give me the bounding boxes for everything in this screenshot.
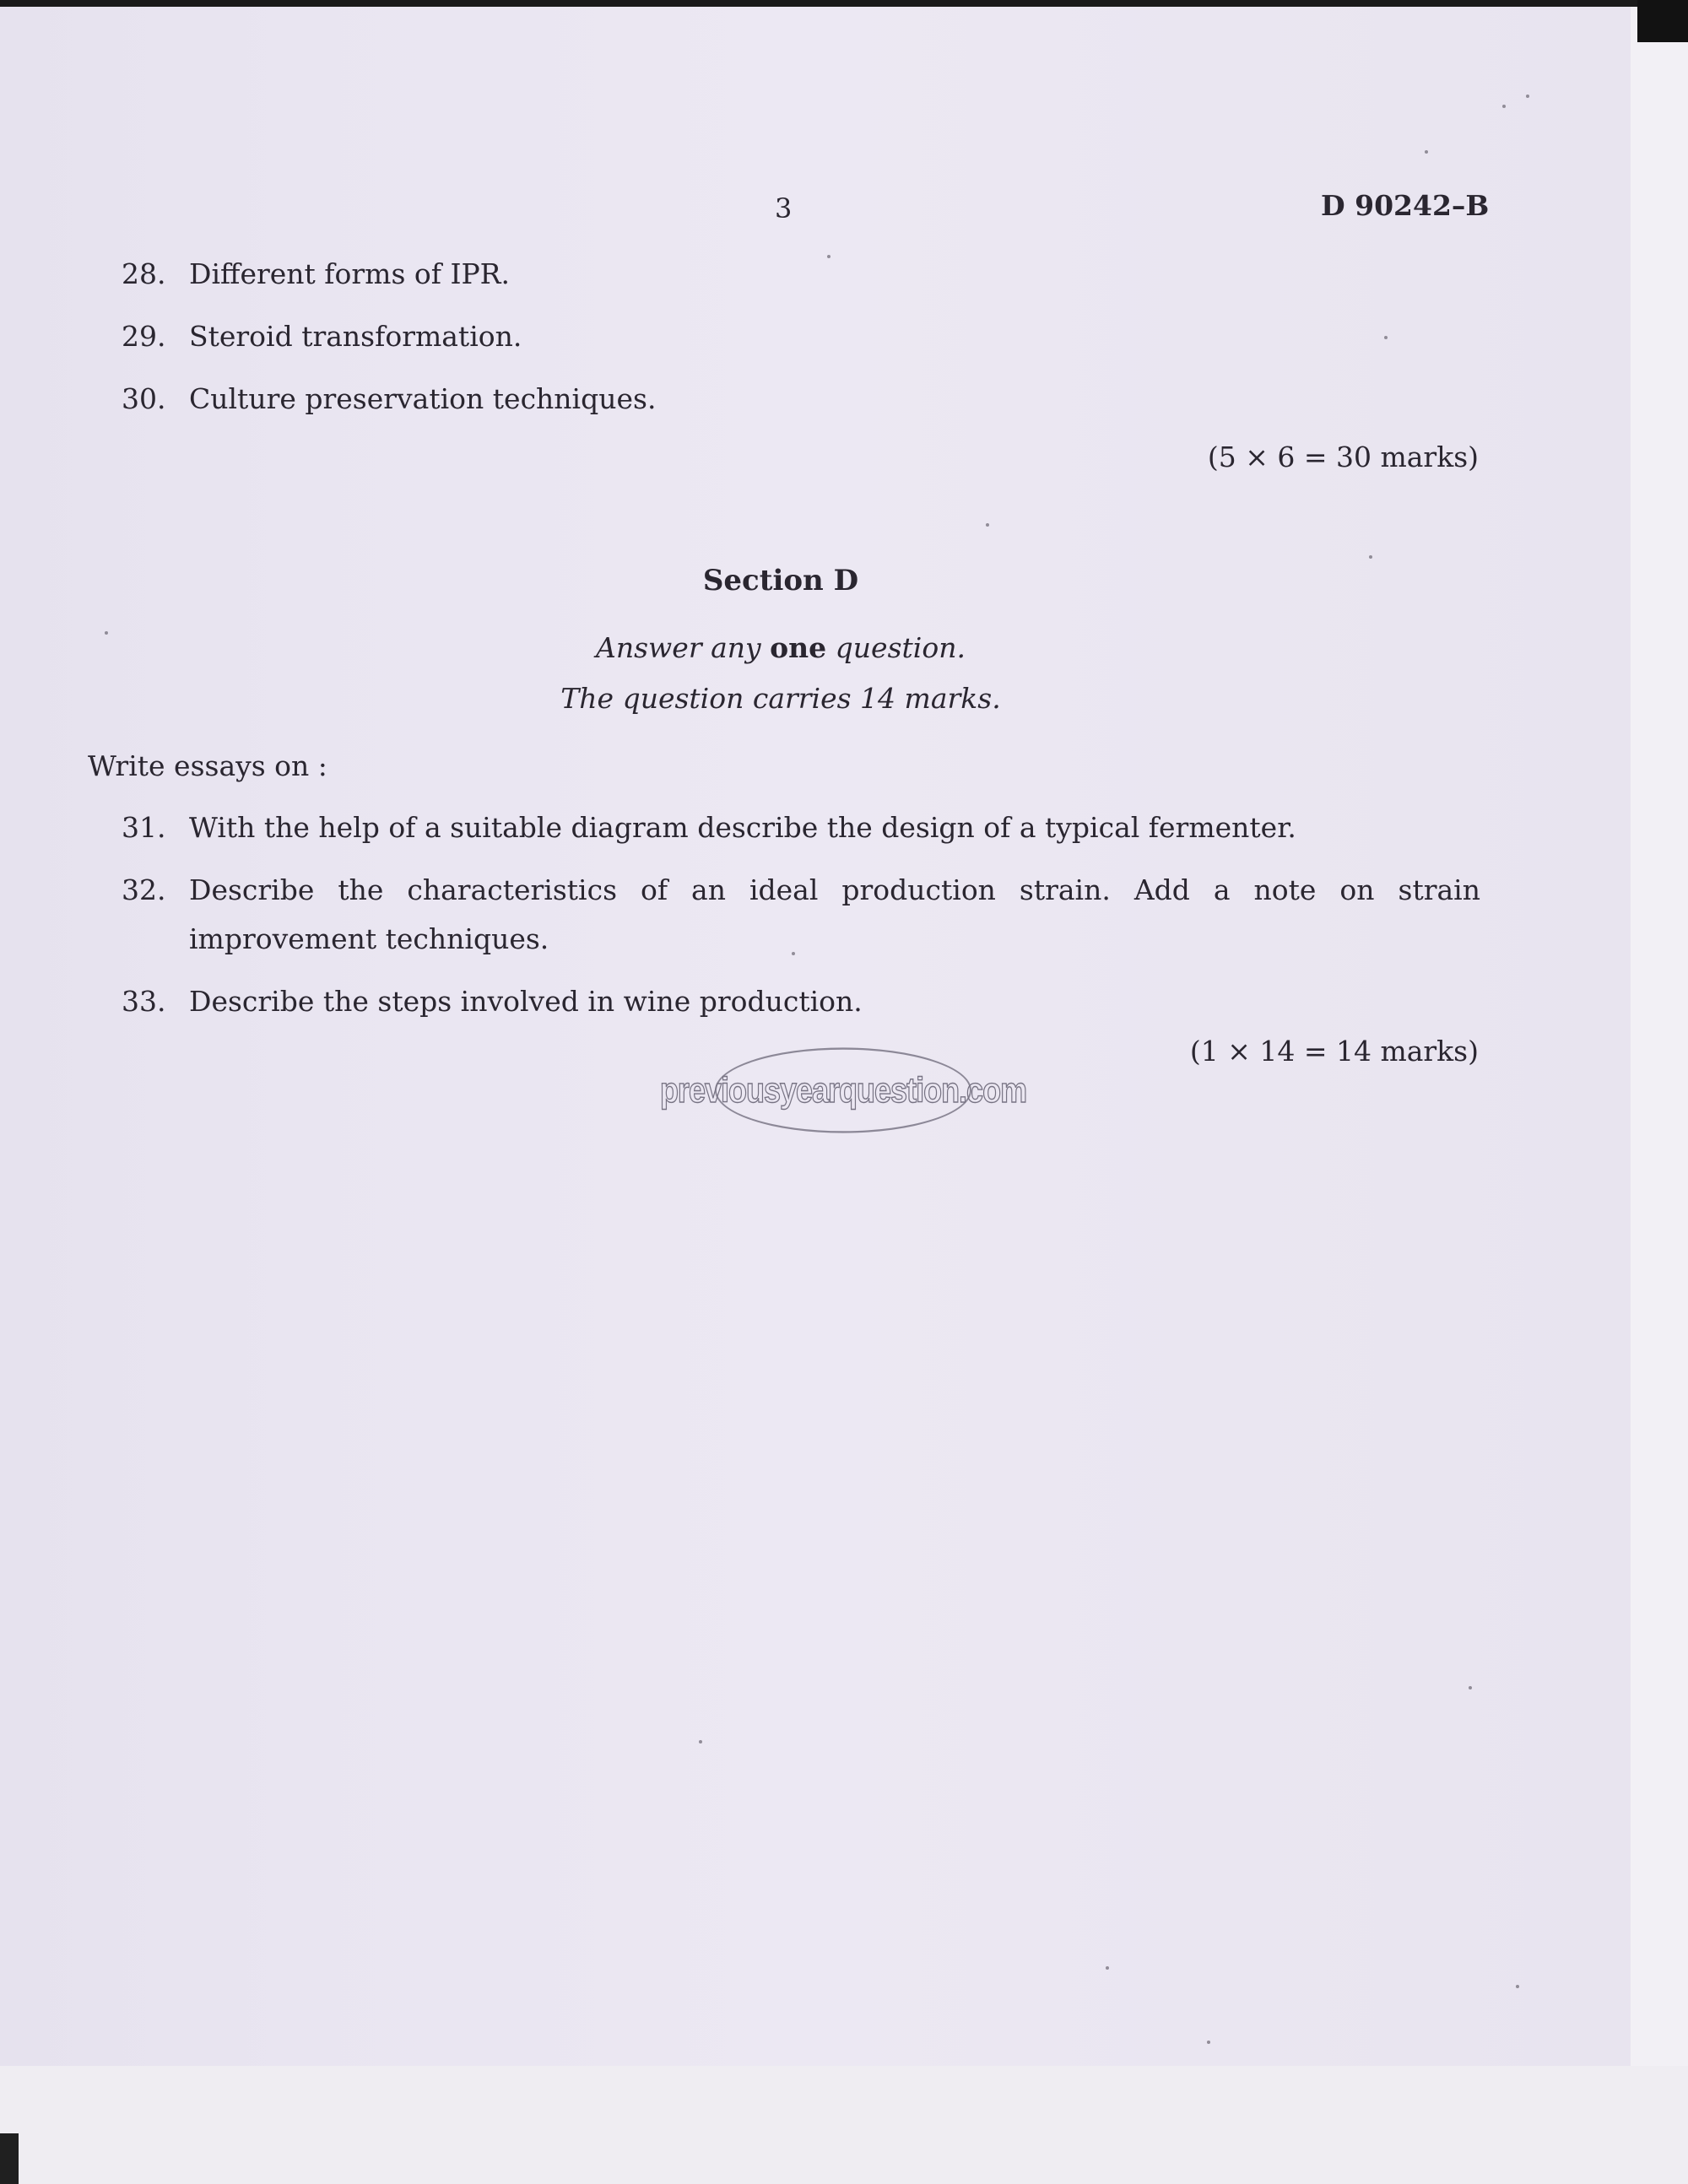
question-number: 28. (122, 257, 166, 290)
scan-speck (1369, 555, 1372, 559)
section-d-lead: Write essays on : (88, 749, 327, 782)
question-text: Describe the steps involved in wine production. (189, 985, 863, 1018)
watermark-logo: previousyearquestion.com (715, 1047, 971, 1133)
scan-speck (986, 523, 989, 527)
question-30 (122, 375, 1480, 424)
scan-speck (1207, 2041, 1210, 2044)
scan-border-bottom (0, 2066, 1688, 2184)
section-d-marks: (1 × 14 = 14 marks) (1189, 1035, 1479, 1068)
section-d-marks-note: The question carries 14 marks. (560, 682, 1001, 715)
question-31 (122, 803, 1480, 852)
scan-speck (1425, 150, 1428, 154)
scan-speck (699, 1740, 702, 1743)
question-number: 32. (122, 873, 166, 906)
question-32 (122, 866, 1480, 964)
question-number: 31. (122, 811, 166, 844)
scan-speck (1516, 1985, 1519, 1988)
scan-speck (1502, 105, 1506, 108)
question-text: Steroid transformation. (189, 320, 522, 353)
section-d-instruction (0, 631, 1561, 664)
section-c-marks: (5 × 6 = 30 marks) (1207, 441, 1479, 473)
question-28 (122, 250, 1480, 299)
instruction-suffix: question. (835, 631, 966, 664)
scan-speck (827, 255, 830, 258)
question-number: 29. (122, 320, 166, 353)
scan-speck (792, 952, 795, 955)
document-code: D 90242–B (1321, 189, 1490, 222)
page-number: 3 (775, 192, 793, 224)
instruction-emphasis: one (770, 631, 827, 664)
scan-speck (1106, 1966, 1109, 1970)
instruction-prefix: Answer any (596, 631, 761, 664)
question-text: Culture preservation techniques. (189, 382, 657, 415)
question-number: 30. (122, 382, 166, 415)
scan-speck (105, 631, 108, 635)
question-text: Describe the characteristics of an ideal production strain. Add a note on strain improvement techniques. (189, 873, 1480, 955)
scan-speck (1469, 1686, 1472, 1689)
scan-corner-shadow-bottom (0, 2133, 19, 2184)
question-text: With the help of a suitable diagram describe the design of a typical fermenter. (189, 811, 1296, 844)
scan-speck (1384, 336, 1388, 339)
question-33 (122, 977, 1480, 1026)
scan-speck (1526, 95, 1529, 98)
scan-corner-shadow (1637, 0, 1688, 42)
question-text: Different forms of IPR. (189, 257, 511, 290)
question-29 (122, 312, 1480, 361)
scan-border-right (1629, 0, 1688, 2184)
scan-border-top (0, 0, 1688, 7)
question-number: 33. (122, 985, 166, 1018)
section-d-title: Section D (702, 564, 859, 597)
